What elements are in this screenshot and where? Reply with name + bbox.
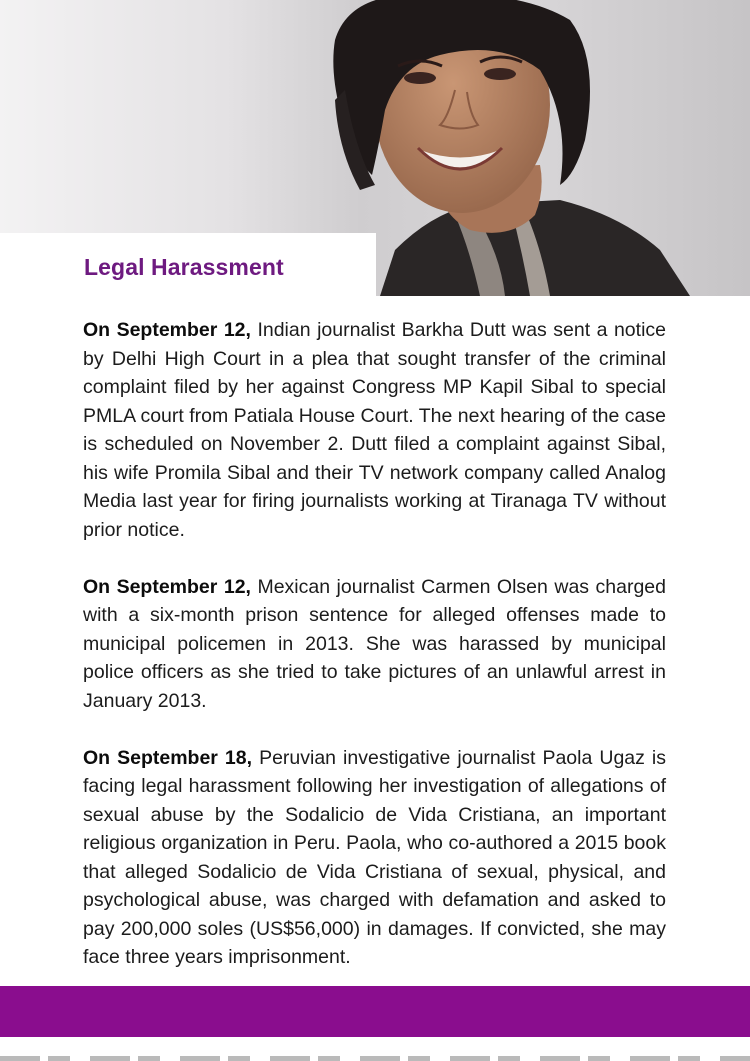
- paragraph-barkha-dutt: [83, 316, 666, 544]
- paragraph-lead: On September 18,: [83, 746, 253, 769]
- paragraph-text: Mexican journalist Carmen Olsen was charged with a six-month prison sentence for alleged offenses made to municipal policemen in 2013. She was harassed by municipal police officers as she tried to take pictures of an unlawful arrest in January 2013.: [83, 575, 666, 712]
- article-body: [83, 316, 666, 1000]
- footer-bar: [0, 986, 750, 1037]
- paragraph-carmen-olsen: [83, 573, 666, 716]
- paragraph-text: Peruvian investigative journalist Paola Ugaz is facing legal harassment following her investigation of allegations of sexual abuse by the Sodalicio de Vida Cristiana, an important religious organization in Peru. Paola, who co-authored a 2015 book that alleged Sodalicio de Vida Cristiana of sexual, physical, and psychological abuse, was charged with defamation and asked to pay 200,000 soles (US$56,000) in damages. If convicted, she may face three years imprisonment.: [83, 746, 666, 968]
- paragraph-paola-ugaz: [83, 744, 666, 972]
- paragraph-text: Indian journalist Barkha Dutt was sent a notice by Delhi High Court in a plea that sought transfer of the criminal complaint filed by her against Congress MP Kapil Sibal to special PMLA court from Patiala House Court. The next hearing of the case is scheduled on November 2. Dutt filed a complaint against Sibal, his wife Promila Sibal and their TV network company called Analog Media last year for firing journalists working at Tiranaga TV without prior notice.: [83, 319, 666, 541]
- footer-divider: [0, 1056, 750, 1061]
- paragraph-lead: On September 12,: [83, 319, 251, 341]
- paragraph-lead: On September 12,: [83, 575, 251, 598]
- section-title: Legal Harassment: [84, 254, 284, 280]
